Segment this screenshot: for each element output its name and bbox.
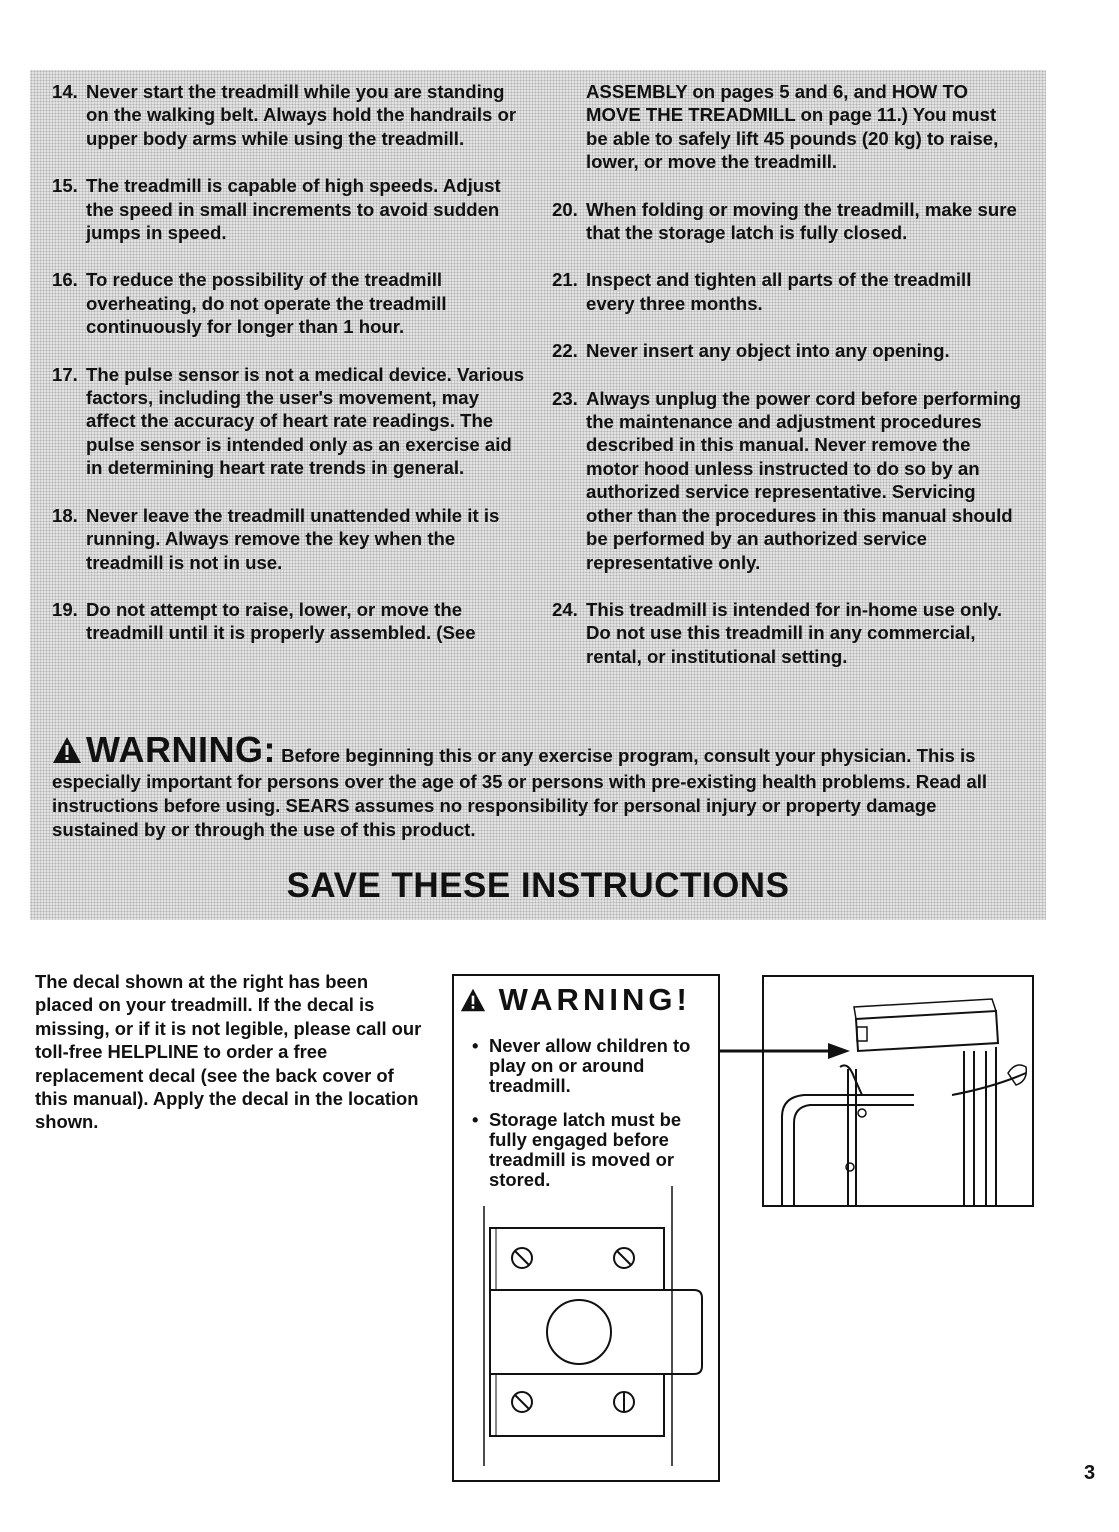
warning-triangle-icon (52, 736, 82, 770)
item-number: 15. (52, 175, 78, 197)
bullet-text: Never allow children to play on or around treadmill. (489, 1035, 691, 1096)
list-item (52, 598, 532, 645)
item-text: The pulse sensor is not a medical device. Various factors, including the user's movement, may affect the accuracy of heart rate readings. The pulse sensor is intended only as an exercise aid in determining heart rate trends in general. (86, 363, 525, 479)
decal-paragraph: The decal shown at the right has been placed on your treadmill. If the decal is missing, or if it is not legible, please call our toll-free HELPLINE to order a free replacement decal (see the back cover of this manual). Apply the decal in the location shown. (35, 971, 422, 1133)
safety-list-right (552, 80, 1022, 692)
item-text: Inspect and tighten all parts of the treadmill every three months. (586, 269, 972, 314)
list-item (52, 80, 532, 150)
warning-notice (52, 729, 1020, 842)
item-number: 19. (52, 598, 78, 620)
warning-text: Before beginning this or any exercise program, consult your physician. This is especially important for persons over the age of 35 or persons with pre-existing health problems. Read all instructions before using. SEARS assumes no responsibility for personal injury or property damage sustained by or through the use of this product. (52, 745, 988, 840)
item-number: 17. (52, 363, 78, 385)
treadmill-frame-drawing (764, 977, 1032, 1205)
list-item (552, 268, 1022, 315)
list-item (552, 198, 1022, 245)
item-text: The treadmill is capable of high speeds. Adjust the speed in small increments to avoid sudden jumps in speed. (86, 175, 501, 244)
item-text: When folding or moving the treadmill, make sure that the storage latch is fully closed. (586, 198, 1017, 244)
item-number: 18. (52, 504, 78, 526)
bullet-text: Storage latch must be fully engaged before treadmill is moved or stored. (489, 1109, 682, 1190)
item-number: 24. (552, 598, 578, 620)
bullet-dot-icon: • (472, 1035, 479, 1056)
item-number: 14. (52, 81, 78, 102)
list-item (52, 174, 532, 244)
list-item (52, 504, 532, 574)
item-text: This treadmill is intended for in-home use only. Do not use this treadmill in any commercial, rental, or institutional setting. (586, 598, 1002, 667)
item-text: Never leave the treadmill unattended while it is running. Always remove the key when the treadmill is not in use. (86, 504, 500, 573)
treadmill-decal-location-illustration (762, 975, 1034, 1207)
item-number: 21. (552, 269, 578, 291)
item-text: Never insert any object into any opening. (586, 340, 950, 362)
item-number: 16. (52, 269, 78, 291)
item-number: 23. (552, 387, 578, 409)
decal-title-text: WARNING! (498, 982, 691, 1017)
item-text: Do not attempt to raise, lower, or move the treadmill until it is properly assembled. (See (86, 598, 476, 644)
page-number: 3 (1084, 1462, 1096, 1484)
item-number: 20. (552, 198, 578, 220)
storage-latch-illustration (454, 976, 718, 1480)
item-text: Never start the treadmill while you are standing on the walking belt. Always hold the handrails or upper body arms while using the treadmill. (86, 81, 517, 149)
warning-heading: WARNING: (86, 729, 276, 770)
warning-decal (452, 974, 720, 1482)
bullet-dot-icon: • (472, 1109, 479, 1130)
item-number: 22. (552, 340, 578, 362)
safety-list-left (52, 80, 532, 669)
item-text: To reduce the possibility of the treadmill overheating, do not operate the treadmill continuously for longer than 1 hour. (86, 269, 447, 338)
list-item (552, 598, 1022, 668)
save-instructions-heading: SAVE THESE INSTRUCTIONS (286, 866, 790, 905)
list-item (52, 268, 532, 338)
item-text: Always unplug the power cord before performing the maintenance and adjustment procedures described in this manual. Never remove the motor hood unless instructed to do so by an authorized service representative. Servicing other than the procedures in this manual should be performed by an authorized service representative only. (586, 387, 1021, 573)
list-item (552, 387, 1022, 574)
list-item (52, 363, 532, 480)
list-item (552, 339, 1022, 362)
item-19-continued: ASSEMBLY on pages 5 and 6, and HOW TO MOVE THE TREADMILL on page 11.) You must be able to safely lift 45 pounds (20 kg) to raise, lower, or move the treadmill. (586, 81, 999, 173)
